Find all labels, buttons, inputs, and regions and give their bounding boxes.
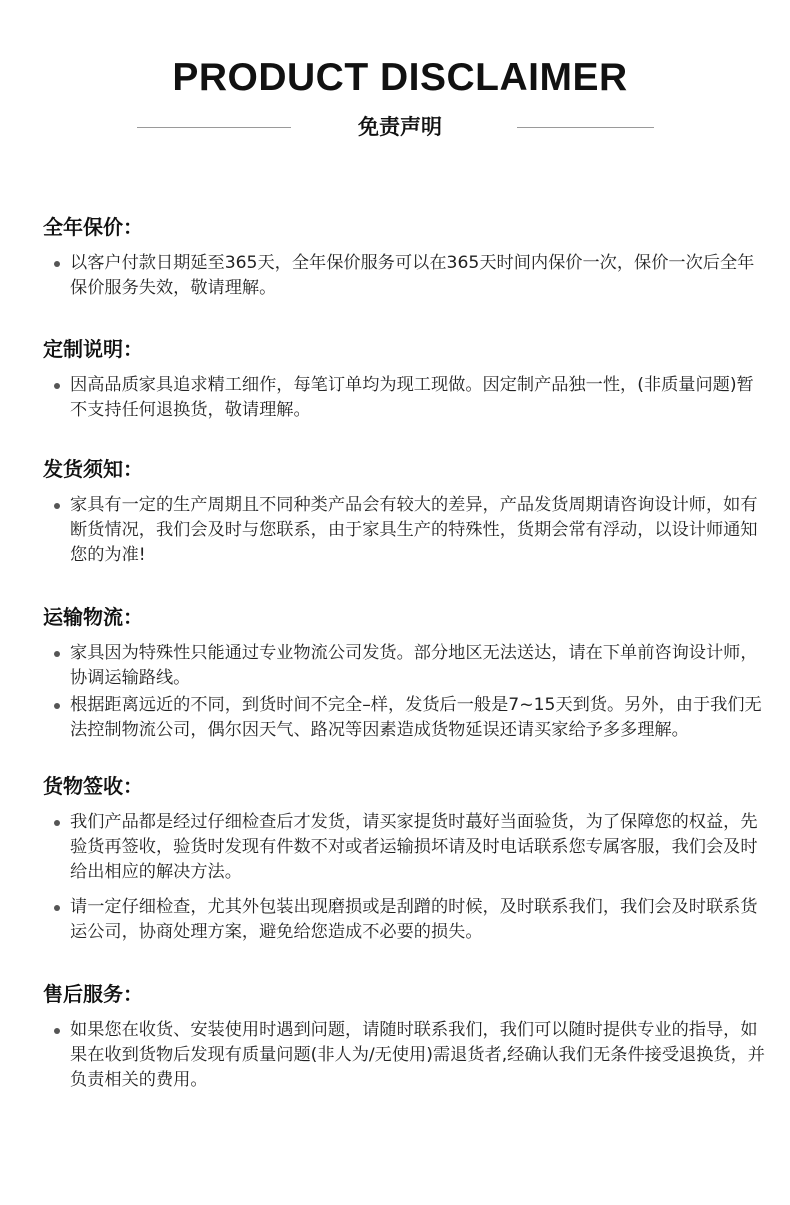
item-text: 家具有一定的生产周期且不同种类产品会有较大的差异，产品发货周期请咨询设计师，如有断货情况，我们会及时与您联系，由于家具生产的特殊性，货期会常有浮动，以设计师通知您的为准!	[70, 495, 758, 565]
item-text: 我们产品都是经过仔细检查后才发货，请买家提货时蕞好当面验货，为了保障您的权益，先验货再签收，验货时发现有件数不对或者运输损坏请及时电话联系您专属客服，我们会及时给出相应的解决方法。	[70, 812, 758, 882]
item-list	[43, 810, 768, 945]
section-shipping-notice	[43, 454, 768, 568]
list-item	[43, 493, 768, 568]
list-item	[43, 641, 768, 691]
list-item	[43, 895, 768, 945]
item-text: 如果您在收货、安装使用时遇到问题，请随时联系我们，我们可以随时提供专业的指导，如果在收到货物后发现有质量问题(非人为/无使用)需退货者,经确认我们无条件接受退换货，并负责相关的费用。	[70, 1020, 765, 1090]
section-receipt	[43, 771, 768, 945]
section-title: 发货须知：	[43, 457, 143, 481]
disclaimer-content	[43, 212, 768, 1093]
section-title: 售后服务：	[43, 982, 143, 1006]
item-text: 家具因为特殊性只能通过专业物流公司发货。部分地区无法送达，请在下单前咨询设计师，协调运输路线。	[70, 643, 758, 688]
item-list	[43, 373, 768, 423]
item-text: 请一定仔细检查，尤其外包装出现磨损或是刮蹭的时候，及时联系我们，我们会及时联系货运公司，协商处理方案，避免给您造成不必要的损失。	[70, 897, 758, 942]
bullet-icon	[54, 820, 60, 826]
item-text: 以客户付款日期延至365天，全年保价服务可以在365天时间内保价一次，保价一次后全年保价服务失效，敬请理解。	[70, 253, 755, 298]
bullet-icon	[54, 905, 60, 911]
section-title: 运输物流：	[43, 605, 143, 629]
section-customization	[43, 334, 768, 423]
list-item	[43, 693, 768, 743]
bullet-icon	[54, 261, 60, 267]
subtitle-divider-right	[517, 127, 654, 128]
bullet-icon	[54, 503, 60, 509]
list-item	[43, 251, 768, 301]
section-title: 全年保价：	[43, 215, 143, 239]
item-list	[43, 251, 768, 301]
section-title: 定制说明：	[43, 337, 143, 361]
section-title: 货物签收：	[43, 774, 143, 798]
bullet-icon	[54, 703, 60, 709]
list-item	[43, 810, 768, 885]
section-logistics	[43, 602, 768, 743]
bullet-icon	[54, 651, 60, 657]
subtitle-divider-left	[137, 127, 291, 128]
item-text: 因高品质家具追求精工细作，每笔订单均为现工现做。因定制产品独一性，(非质量问题)暂不支持任何退换货，敬请理解。	[70, 375, 754, 420]
item-text: 根据距离远近的不同，到货时间不完全–样，发货后一般是7~15天到货。另外，由于我们无法控制物流公司，偶尔因天气、路况等因素造成货物延误还请买家给予多多理解。	[70, 695, 762, 740]
subtitle-row	[0, 111, 790, 143]
page-subtitle: 免责声明	[358, 115, 442, 139]
item-list	[43, 1018, 768, 1093]
list-item	[43, 1018, 768, 1093]
list-item	[43, 373, 768, 423]
item-list	[43, 641, 768, 743]
item-list	[43, 493, 768, 568]
page-title: PRODUCT DISCLAIMER	[172, 56, 628, 99]
bullet-icon	[54, 383, 60, 389]
section-price-protection	[43, 212, 768, 301]
bullet-icon	[54, 1028, 60, 1034]
section-after-sales	[43, 979, 768, 1093]
